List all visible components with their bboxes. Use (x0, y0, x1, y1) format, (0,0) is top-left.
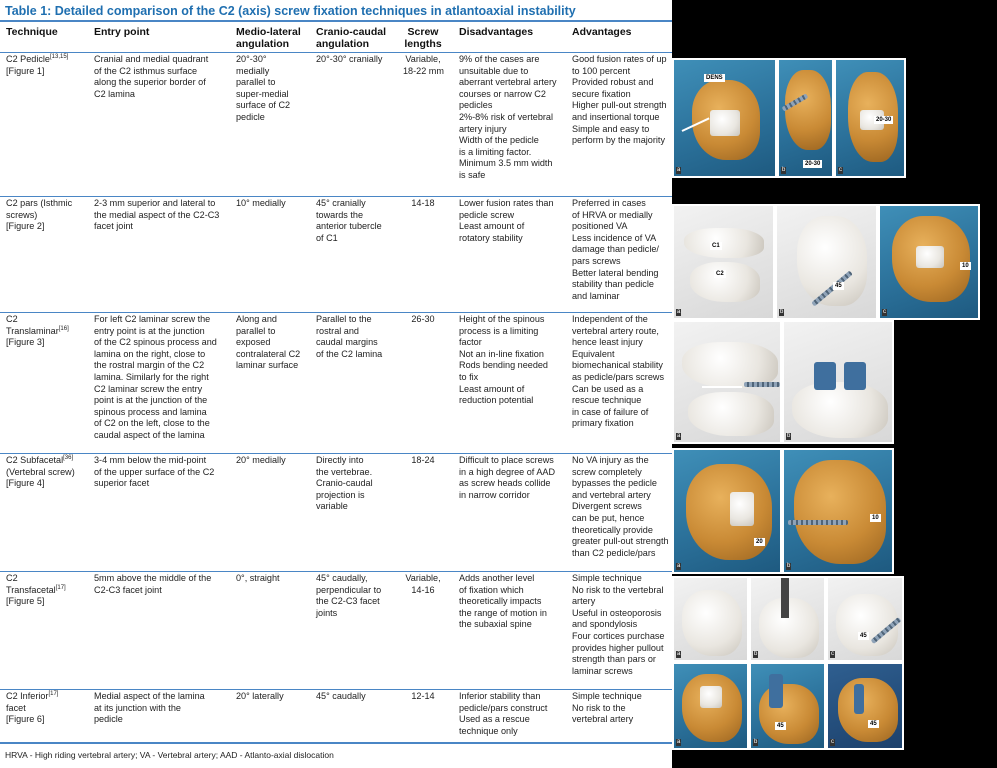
disadvantages-cell-line: is safe (459, 169, 486, 180)
fig2b-angle-label: 45 (835, 283, 842, 289)
entry-point-cell (94, 54, 208, 100)
figure-1c-image: 20-30 c (834, 58, 906, 178)
disadvantages-cell-line: in narrow corridor (459, 489, 530, 500)
entry-point-cell-line: of the C2 isthmus surface (94, 65, 198, 76)
advantages-cell (572, 573, 665, 677)
entry-point-cell-line: caudal aspect of the lamina (94, 429, 205, 440)
technique-cell-line: C2 (6, 314, 18, 324)
disadvantages-cell-line: Minimum 3.5 mm width (459, 158, 553, 169)
disadvantages-cell-line: theoretically impacts (459, 596, 542, 607)
medio-lateral-cell (236, 54, 290, 124)
figure-5 (672, 576, 904, 662)
cranio-caudal-cell (316, 691, 366, 703)
advantages-cell-line: provides higher pullout (572, 642, 664, 653)
disadvantages-cell-line: Difficult to place screws (459, 455, 554, 465)
dens-label: DENS (706, 75, 723, 81)
cranio-caudal-cell-line: 45° caudally (316, 691, 366, 701)
table-row (0, 196, 672, 313)
figure-1b-image: 20-30 b (777, 58, 834, 178)
disadvantages-cell-line: technique only (459, 725, 518, 736)
disadvantages-cell (459, 314, 548, 407)
disadvantages-cell (459, 455, 555, 501)
medio-lateral-cell (236, 314, 300, 372)
entry-point-cell-line: facet joint (94, 221, 133, 232)
medio-lateral-cell-line: surface of C2 (236, 100, 291, 111)
disadvantages-cell-line: as screw heads collide (459, 478, 551, 489)
table-footnote: HRVA - High riding vertebral artery; VA - Vertebral artery; AAD - Atlanto-axial dislocation (0, 742, 672, 766)
header-advantages: Advantages (572, 26, 632, 38)
entry-point-cell-line: 2-3 mm superior and lateral to (94, 198, 216, 208)
figure-5c-image: 45 c (826, 576, 904, 662)
disadvantages-cell (459, 54, 557, 182)
technique-cell (6, 54, 68, 77)
advantages-cell-line: primary fixation (572, 418, 634, 429)
cranio-caudal-cell-line: joints (316, 607, 338, 618)
figure-5b-image: b (749, 576, 826, 662)
table-row (0, 571, 672, 690)
table-row (0, 689, 672, 742)
disadvantages-cell (459, 573, 547, 631)
disadvantages-cell-line: pedicles (459, 100, 493, 111)
entry-point-cell-line: the rostral margin of the C2 (94, 360, 205, 371)
medio-lateral-cell (236, 573, 280, 585)
cranio-caudal-cell-line: the C2-C3 facet (316, 596, 380, 607)
disadvantages-cell-line: unsuitable due to (459, 65, 529, 76)
cranio-caudal-cell-line: 45° cranially (316, 198, 366, 208)
advantages-cell-line: Can be used as a (572, 383, 644, 394)
entry-point-cell (94, 198, 219, 233)
screw-lengths-cell (403, 198, 443, 210)
advantages-cell-line: and vertebral artery (572, 489, 651, 500)
entry-point-cell-line: entry point is at the junction (94, 325, 205, 336)
technique-cell (6, 691, 58, 726)
disadvantages-cell-line: 9% of the cases are (459, 54, 540, 64)
screw-lengths-cell-line: 14-18 (411, 198, 435, 208)
figure-2 (672, 204, 980, 320)
advantages-cell-line: No risk to the (572, 702, 626, 713)
advantages-cell-line: greater pull-out strength (572, 536, 669, 547)
entry-point-cell-line: superior facet (94, 478, 150, 489)
advantages-cell-line: of HRVA or medially (572, 209, 653, 220)
technique-cell-line: facet (6, 702, 26, 713)
technique-cell (6, 198, 72, 233)
advantages-cell-line: and insertional torque (572, 111, 660, 122)
advantages-cell-line: perform by the majority (572, 135, 665, 146)
entry-point-cell (94, 455, 214, 490)
figure-3a-image: a (672, 320, 782, 444)
disadvantages-cell-line: in a high degree of AAD (459, 466, 556, 477)
medio-lateral-cell-line: parallel to (236, 325, 276, 336)
c2-label: C2 (716, 271, 724, 277)
table-header (0, 24, 672, 53)
advantages-cell-line: theoretically provide (572, 524, 653, 535)
fig1c-angle-label: 20-30 (876, 117, 892, 123)
technique-cell-line: [Figure 3] (6, 337, 45, 348)
screw-lengths-cell (403, 314, 443, 326)
disadvantages-cell-line: Rods bending needed (459, 360, 548, 371)
disadvantages-cell-line: Not an in-line fixation (459, 348, 544, 359)
cranio-caudal-cell-line: of the C2 lamina (316, 348, 383, 359)
technique-cell-line: Translaminar[16] (6, 325, 69, 336)
cranio-caudal-cell-line: projection is (316, 489, 365, 500)
screw-lengths-cell-line: 14-16 (411, 584, 435, 595)
cranio-caudal-cell (316, 573, 381, 619)
disadvantages-cell-line: Inferior stability than (459, 691, 541, 701)
advantages-cell-line: Better lateral bending (572, 267, 659, 278)
cranio-caudal-cell-line: towards the (316, 209, 364, 220)
technique-reference: [13,15] (49, 53, 69, 60)
technique-cell-line: C2 (6, 573, 18, 583)
advantages-cell-line: Higher pull-out strength (572, 100, 667, 111)
screw-lengths-cell-line: 26-30 (411, 314, 435, 324)
entry-point-cell-line: Cranial and medial quadrant (94, 54, 209, 64)
table-row (0, 52, 672, 197)
medio-lateral-cell-line: 0°, straight (236, 573, 280, 583)
cranio-caudal-cell-line: 45° caudally, (316, 573, 368, 583)
entry-point-cell (94, 314, 217, 442)
figure-1a-image: DENS a (672, 58, 777, 178)
fig5c-angle-label: 45 (860, 633, 867, 639)
advantages-cell-line: than C2 pedicle/pars (572, 547, 656, 558)
cranio-caudal-cell (316, 455, 373, 513)
advantages-cell-line: hence least injury (572, 337, 643, 348)
advantages-cell-line: Simple technique (572, 573, 642, 583)
screw-lengths-cell (403, 455, 443, 467)
advantages-cell-line: strength than pars or (572, 654, 656, 665)
table-row (0, 312, 672, 454)
disadvantages-cell-line: aberrant vertebral artery (459, 77, 557, 88)
table-title: Table 1: Detailed comparison of the C2 (axis) screw fixation techniques in atlantoaxial instability (0, 0, 672, 22)
screw-lengths-cell-line: 18-24 (411, 455, 435, 465)
advantages-cell (572, 198, 659, 302)
disadvantages-cell-line: pedicle/pars construct (459, 702, 548, 713)
advantages-cell-line: Good fusion rates of up (572, 54, 667, 64)
fig1b-angle-label: 20-30 (805, 161, 821, 167)
entry-point-cell-line: lamina on the right, close to (94, 348, 206, 359)
advantages-cell-line: secure fixation (572, 88, 631, 99)
figure-5a-image: a (672, 576, 749, 662)
entry-point-cell-line: of the C2 spinous process and (94, 337, 217, 348)
technique-cell-line: [Figure 2] (6, 221, 45, 232)
disadvantages-cell-line: factor (459, 337, 482, 348)
advantages-cell-line: can be put, hence (572, 512, 645, 523)
technique-cell (6, 573, 66, 608)
cranio-caudal-cell-line: Cranio-caudal (316, 478, 373, 489)
advantages-cell-line: and laminar (572, 290, 620, 301)
advantages-cell-line: damage than pedicle/ (572, 244, 659, 255)
disadvantages-cell-line: Lower fusion rates than (459, 198, 554, 208)
entry-point-cell-line: of the upper surface of the C2 (94, 466, 215, 477)
technique-cell-line: (Vertebral screw) (6, 466, 75, 477)
figure-6b-image: 45 b (749, 662, 826, 750)
disadvantages-cell-line: Width of the pedicle (459, 135, 539, 146)
medio-lateral-cell-line: 20° medially (236, 455, 286, 465)
technique-reference: [16] (58, 325, 69, 332)
cranio-caudal-cell-line: anterior tubercle (316, 221, 382, 232)
entry-point-cell (94, 691, 205, 726)
disadvantages-cell-line: the range of motion in (459, 607, 547, 618)
technique-cell-line: screws) (6, 209, 38, 220)
advantages-cell-line: to 100 percent (572, 65, 631, 76)
entry-point-cell-line: along the superior border of (94, 77, 206, 88)
figure-4 (672, 448, 894, 574)
advantages-cell-line: in case of failure of (572, 406, 649, 417)
screw-lengths-cell (403, 54, 443, 77)
disadvantages-cell-line: the subaxial spine (459, 619, 532, 630)
disadvantages-cell-line: of fixation which (459, 584, 524, 595)
entry-point-cell-line: at its junction with the (94, 702, 181, 713)
technique-cell-line: [Figure 5] (6, 596, 45, 607)
disadvantages-cell-line: Adds another level (459, 573, 535, 583)
medio-lateral-cell-line: pedicle (236, 111, 265, 122)
header-technique: Technique (6, 26, 58, 38)
screw-lengths-cell (403, 573, 443, 596)
screw-lengths-cell-line: Variable, (405, 573, 441, 583)
disadvantages-cell-line: Used as a rescue (459, 714, 530, 725)
cranio-caudal-cell-line: perpendicular to (316, 584, 382, 595)
advantages-cell-line: as pedicle/pars screws (572, 371, 664, 382)
figure-6 (672, 662, 904, 750)
disadvantages-cell-line: rotatory stability (459, 232, 523, 243)
cranio-caudal-cell (316, 54, 382, 66)
entry-point-cell-line: lamina. Similarly for the right (94, 371, 209, 382)
medio-lateral-cell-line: super-medial (236, 88, 289, 99)
medio-lateral-cell-line: laminar surface (236, 360, 299, 371)
medio-lateral-cell (236, 198, 286, 210)
advantages-cell-line: Equivalent (572, 348, 615, 359)
disadvantages-cell-line: to fix (459, 371, 479, 382)
medio-lateral-cell-line: contralateral C2 (236, 348, 301, 359)
disadvantages-cell (459, 691, 547, 737)
disadvantages-cell-line: reduction potential (459, 395, 534, 406)
disadvantages-cell-line: Height of the spinous (459, 314, 545, 324)
technique-cell (6, 455, 75, 490)
technique-cell-line: Transfacetal[17] (6, 584, 66, 595)
entry-point-cell-line: pedicle (94, 714, 123, 725)
technique-cell-line: C2 Inferior[17] (6, 690, 59, 701)
disadvantages-cell-line: is a limiting factor. (459, 146, 532, 157)
fig4a-angle-label: 20 (756, 539, 763, 545)
screw-lengths-cell-line: 12-14 (411, 691, 435, 701)
advantages-cell-line: rescue technique (572, 395, 642, 406)
technique-cell-line: C2 pars (Isthmic (6, 198, 73, 208)
entry-point-cell (94, 573, 211, 596)
medio-lateral-cell-line: 20°-30° (236, 54, 267, 64)
entry-point-cell-line: For left C2 laminar screw the (94, 314, 211, 324)
technique-cell-line: [Figure 4] (6, 478, 45, 489)
technique-cell-line: [Figure 1] (6, 65, 45, 76)
entry-point-cell-line: 5mm above the middle of the (94, 573, 212, 583)
cranio-caudal-cell-line: caudal margins (316, 337, 378, 348)
entry-point-cell-line: Medial aspect of the lamina (94, 691, 205, 701)
entry-point-cell-line: C2 laminar screw the entry (94, 383, 203, 394)
figure-6c-image: 45 c (826, 662, 904, 750)
advantages-cell-line: Simple and easy to (572, 123, 650, 134)
advantages-cell-line: vertebral artery route, (572, 325, 659, 336)
technique-reference: [17] (55, 584, 66, 591)
cranio-caudal-cell (316, 198, 382, 244)
table-row (0, 453, 672, 572)
advantages-cell (572, 455, 669, 559)
header-entry-point: Entry point (94, 26, 150, 38)
entry-point-cell-line: C2 lamina (94, 88, 135, 99)
advantages-cell-line: No VA injury as the (572, 455, 649, 465)
disadvantages-cell-line: pedicle screw (459, 209, 515, 220)
figure-3b-image: b (782, 320, 894, 444)
disadvantages-cell-line: process is a limiting (459, 325, 539, 336)
screw-lengths-cell (403, 691, 443, 703)
entry-point-cell-line: C2-C3 facet joint (94, 584, 162, 595)
figure-2c-image: 10 c (878, 204, 980, 320)
technique-cell-line: [Figure 6] (6, 714, 45, 725)
disadvantages-cell (459, 198, 554, 244)
figure-2a-image: C1 C2 a (672, 204, 775, 320)
figure-4b-image: 10 b (782, 448, 894, 574)
advantages-cell (572, 314, 664, 430)
medio-lateral-cell (236, 455, 286, 467)
fig4b-angle-label: 10 (872, 515, 879, 521)
advantages-cell-line: Preferred in cases (572, 198, 646, 208)
entry-point-cell-line: point is at the junction of the (94, 395, 208, 406)
disadvantages-cell-line: Least amount of (459, 383, 525, 394)
advantages-cell (572, 54, 667, 147)
advantages-cell-line: biomechanical stability (572, 360, 663, 371)
advantages-cell-line: stability than pedicle (572, 279, 654, 290)
medio-lateral-cell-line: Along and (236, 314, 277, 324)
technique-reference: [17] (48, 690, 59, 697)
cranio-caudal-cell-line: Directly into (316, 455, 364, 465)
header-medio-lateral: Medio-lateral angulation (236, 26, 301, 50)
medio-lateral-cell-line: 20° laterally (236, 691, 284, 701)
cranio-caudal-cell-line: of C1 (316, 232, 338, 243)
disadvantages-cell-line: 2%-8% risk of vertebral (459, 111, 554, 122)
disadvantages-cell-line: artery injury (459, 123, 507, 134)
medio-lateral-cell (236, 691, 284, 703)
fig2c-angle-label: 10 (962, 263, 969, 269)
screw-lengths-cell-line: Variable, (405, 54, 441, 64)
cranio-caudal-cell (316, 314, 382, 360)
cranio-caudal-cell-line: variable (316, 501, 348, 512)
technique-cell-line: C2 Subfacetal[36] (6, 454, 74, 465)
advantages-cell-line: screw completely (572, 466, 642, 477)
entry-point-cell-line: the medial aspect of the C2-C3 (94, 209, 220, 220)
advantages-cell-line: vertebral artery (572, 714, 634, 725)
advantages-cell-line: Simple technique (572, 691, 642, 701)
cranio-caudal-cell-line: rostral and (316, 325, 359, 336)
header-disadvantages: Disadvantages (459, 26, 534, 38)
figure-3 (672, 320, 894, 444)
header-cranio-caudal: Cranio-caudal angulation (316, 26, 387, 50)
disadvantages-cell-line: courses or narrow C2 (459, 88, 546, 99)
advantages-cell-line: Useful in osteoporosis (572, 607, 662, 618)
screw-lengths-cell-line: 18-22 mm (403, 65, 444, 76)
advantages-cell-line: Divergent screws (572, 501, 642, 512)
c1-label: C1 (712, 243, 720, 249)
advantages-cell-line: positioned VA (572, 221, 628, 232)
figure-2b-image: 45 b (775, 204, 878, 320)
advantages-cell-line: Less incidence of VA (572, 232, 657, 243)
medio-lateral-cell-line: 10° medially (236, 198, 286, 208)
technique-reference: [36] (63, 454, 74, 461)
advantages-cell-line: Four cortices purchase (572, 630, 665, 641)
advantages-cell-line: bypasses the pedicle (572, 478, 657, 489)
medio-lateral-cell-line: parallel to (236, 77, 276, 88)
medio-lateral-cell-line: medially (236, 65, 270, 76)
figure-1 (672, 58, 906, 178)
advantages-cell-line: No risk to the vertebral (572, 584, 664, 595)
cranio-caudal-cell-line: the vertebrae. (316, 466, 373, 477)
figure-4a-image: 20 a (672, 448, 782, 574)
medio-lateral-cell-line: exposed (236, 337, 271, 348)
entry-point-cell-line: 3-4 mm below the mid-point (94, 455, 207, 465)
disadvantages-cell-line: Least amount of (459, 221, 525, 232)
advantages-cell-line: Independent of the (572, 314, 648, 324)
figure-6a-image: a (672, 662, 749, 750)
header-screw-lengths: Screw lengths (404, 26, 442, 50)
technique-cell (6, 314, 69, 349)
entry-point-cell-line: of C2 on the left, close to the (94, 418, 210, 429)
entry-point-cell-line: spinous process and lamina (94, 406, 207, 417)
advantages-cell (572, 691, 642, 726)
advantages-cell-line: artery (572, 596, 596, 607)
cranio-caudal-cell-line: Parallel to the (316, 314, 372, 324)
advantages-cell-line: and spondylosis (572, 619, 638, 630)
advantages-cell-line: pars screws (572, 255, 621, 266)
advantages-cell-line: Provided robust and (572, 77, 654, 88)
fig6c-angle-label: 45 (870, 721, 877, 727)
fig6b-angle-label: 45 (777, 723, 784, 729)
advantages-cell-line: laminar screws (572, 665, 633, 676)
cranio-caudal-cell-line: 20°-30° cranially (316, 54, 383, 64)
technique-cell-line: C2 Pedicle[13,15] (6, 53, 69, 64)
